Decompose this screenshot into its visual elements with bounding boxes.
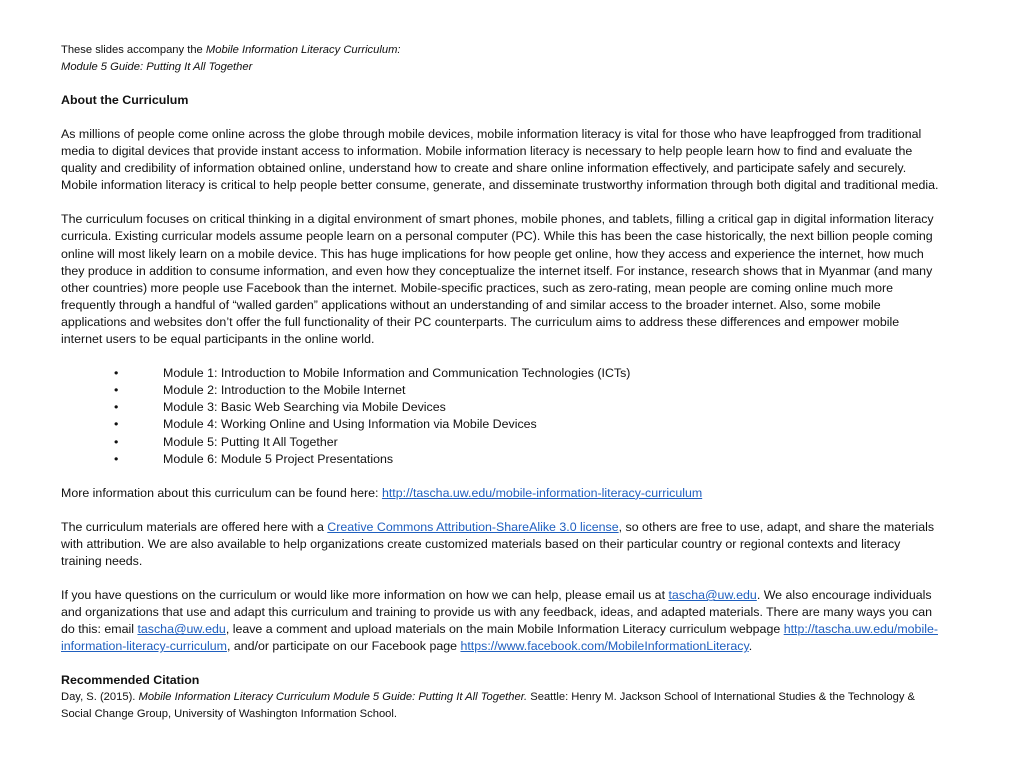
- citation-prefix: Day, S. (2015).: [61, 691, 139, 704]
- intro-line-1: [61, 42, 941, 59]
- license-link[interactable]: Creative Commons Attribution-ShareAlike 3.0 license: [327, 519, 619, 534]
- bullet-icon: •: [114, 383, 119, 398]
- list-item: [61, 382, 941, 399]
- license-text-after: , so others are free to use, adapt, and share the materials with attribution. We are also available to help organizations create customized materials based on their particular country or regional contexts and literacy training needs.: [61, 519, 935, 568]
- module-label: Module 3: Basic Web Searching via Mobile Devices: [163, 400, 446, 415]
- module-label: Module 6: Module 5 Project Presentations: [163, 451, 394, 466]
- intro-note: [61, 42, 941, 76]
- facebook-page-link[interactable]: https://www.facebook.com/MobileInformationLiteracy: [460, 639, 749, 654]
- list-item: [61, 365, 941, 382]
- bullet-icon: •: [114, 451, 119, 466]
- contact-text-2: . We also encourage individuals and organizations that use and adapt this curriculum and training to provide us with any feedback, ideas, and adapted materials. There are many ways you can do this: email: [61, 588, 933, 637]
- bullet-icon: •: [114, 417, 119, 432]
- list-item: [61, 434, 941, 451]
- email-link[interactable]: tascha@uw.edu: [137, 622, 226, 637]
- bullet-icon: •: [114, 434, 119, 449]
- intro-prefix: These slides accompany the: [61, 44, 206, 56]
- bullet-icon: •: [114, 400, 119, 415]
- curriculum-title: Mobile Information Literacy Curriculum:: [205, 44, 401, 56]
- contact-text-4: , and/or participate on our Facebook page: [226, 639, 461, 654]
- list-item: [61, 399, 941, 416]
- about-paragraph-2: The curriculum focuses on critical thinking in a digital environment of smart phones, mobile phones, and tablets, filling a critical gap in digital information literacy curricula. Existing curricular models assume people learn on a personal computer (PC). While this has been the case historically, the next billion people coming online will most likely learn on a mobile device. This has huge implications for how people get online, how they access and experience the internet, how much they produce in addition to consume information, and even how they conceptualize the internet itself. For instance, research shows that in Myanmar (and many other countries) more people use Facebook than the internet. Mobile-specific practices, such as zero-rating, mean people are coming online much more frequently through a handful of “walled garden” applications without an understanding of and similar access to the broader internet. Also, some mobile applications and websites don’t offer the full functionality of their PC counterparts. The curriculum aims to address these differences and empower mobile internet users to be equal participants in the online world.: [61, 212, 934, 347]
- citation-title: Mobile Information Literacy Curriculum Module 5 Guide: Putting It All Together.: [138, 691, 528, 704]
- more-info-text: More information about this curriculum can be found here:: [61, 485, 382, 500]
- about-paragraph-1: As millions of people come online across the globe through mobile devices, mobile information literacy is vital for those who have leapfrogged from traditional media to digital devices that provide instant access to information. Mobile information literacy is necessary to help people learn how to find and evaluate the quality and credibility of information obtained online, understand how to create and share online information effectively, and participate safely and securely. Mobile information literacy is critical to help people better consume, generate, and disseminate trustworthy information through both digital and traditional media.: [61, 127, 939, 193]
- about-heading: About the Curriculum: [61, 93, 189, 107]
- citation-rest: Seattle: Henry M. Jackson School of International Studies & the Technology & Social Change Group, University of Washington Information School.: [61, 691, 916, 721]
- module-list: [61, 365, 941, 468]
- more-info-paragraph: [61, 485, 941, 502]
- list-item: [61, 451, 941, 468]
- license-text-before: The curriculum materials are offered here with a: [61, 519, 328, 534]
- module-label: Module 5: Putting It All Together: [163, 434, 338, 449]
- module-guide-title: Module 5 Guide: Putting It All Together: [61, 61, 253, 73]
- list-item: [61, 416, 941, 433]
- module-label: Module 1: Introduction to Mobile Information and Communication Technologies (ICTs): [163, 366, 631, 381]
- module-label: Module 2: Introduction to the Mobile Internet: [163, 383, 406, 398]
- license-paragraph: [61, 519, 941, 570]
- contact-text-3: , leave a comment and upload materials on the main Mobile Information Literacy curriculum webpage: [225, 622, 784, 637]
- curriculum-link[interactable]: http://tascha.uw.edu/mobile-information-literacy-curriculum: [381, 485, 703, 500]
- module-label: Module 4: Working Online and Using Information via Mobile Devices: [163, 417, 537, 432]
- curriculum-webpage-link[interactable]: http://tascha.uw.edu/mobile-information-literacy-curriculum: [61, 622, 938, 654]
- citation-heading: Recommended Citation: [61, 673, 200, 688]
- email-link[interactable]: tascha@uw.edu: [668, 588, 757, 603]
- contact-text-5: .: [748, 639, 753, 654]
- contact-paragraph: [61, 587, 941, 655]
- document-page: [61, 42, 941, 723]
- citation-text: [61, 689, 941, 723]
- intro-line-2: [61, 59, 941, 76]
- bullet-icon: •: [114, 366, 119, 381]
- contact-text-1: If you have questions on the curriculum or would like more information on how we can help, please email us at: [61, 588, 669, 603]
